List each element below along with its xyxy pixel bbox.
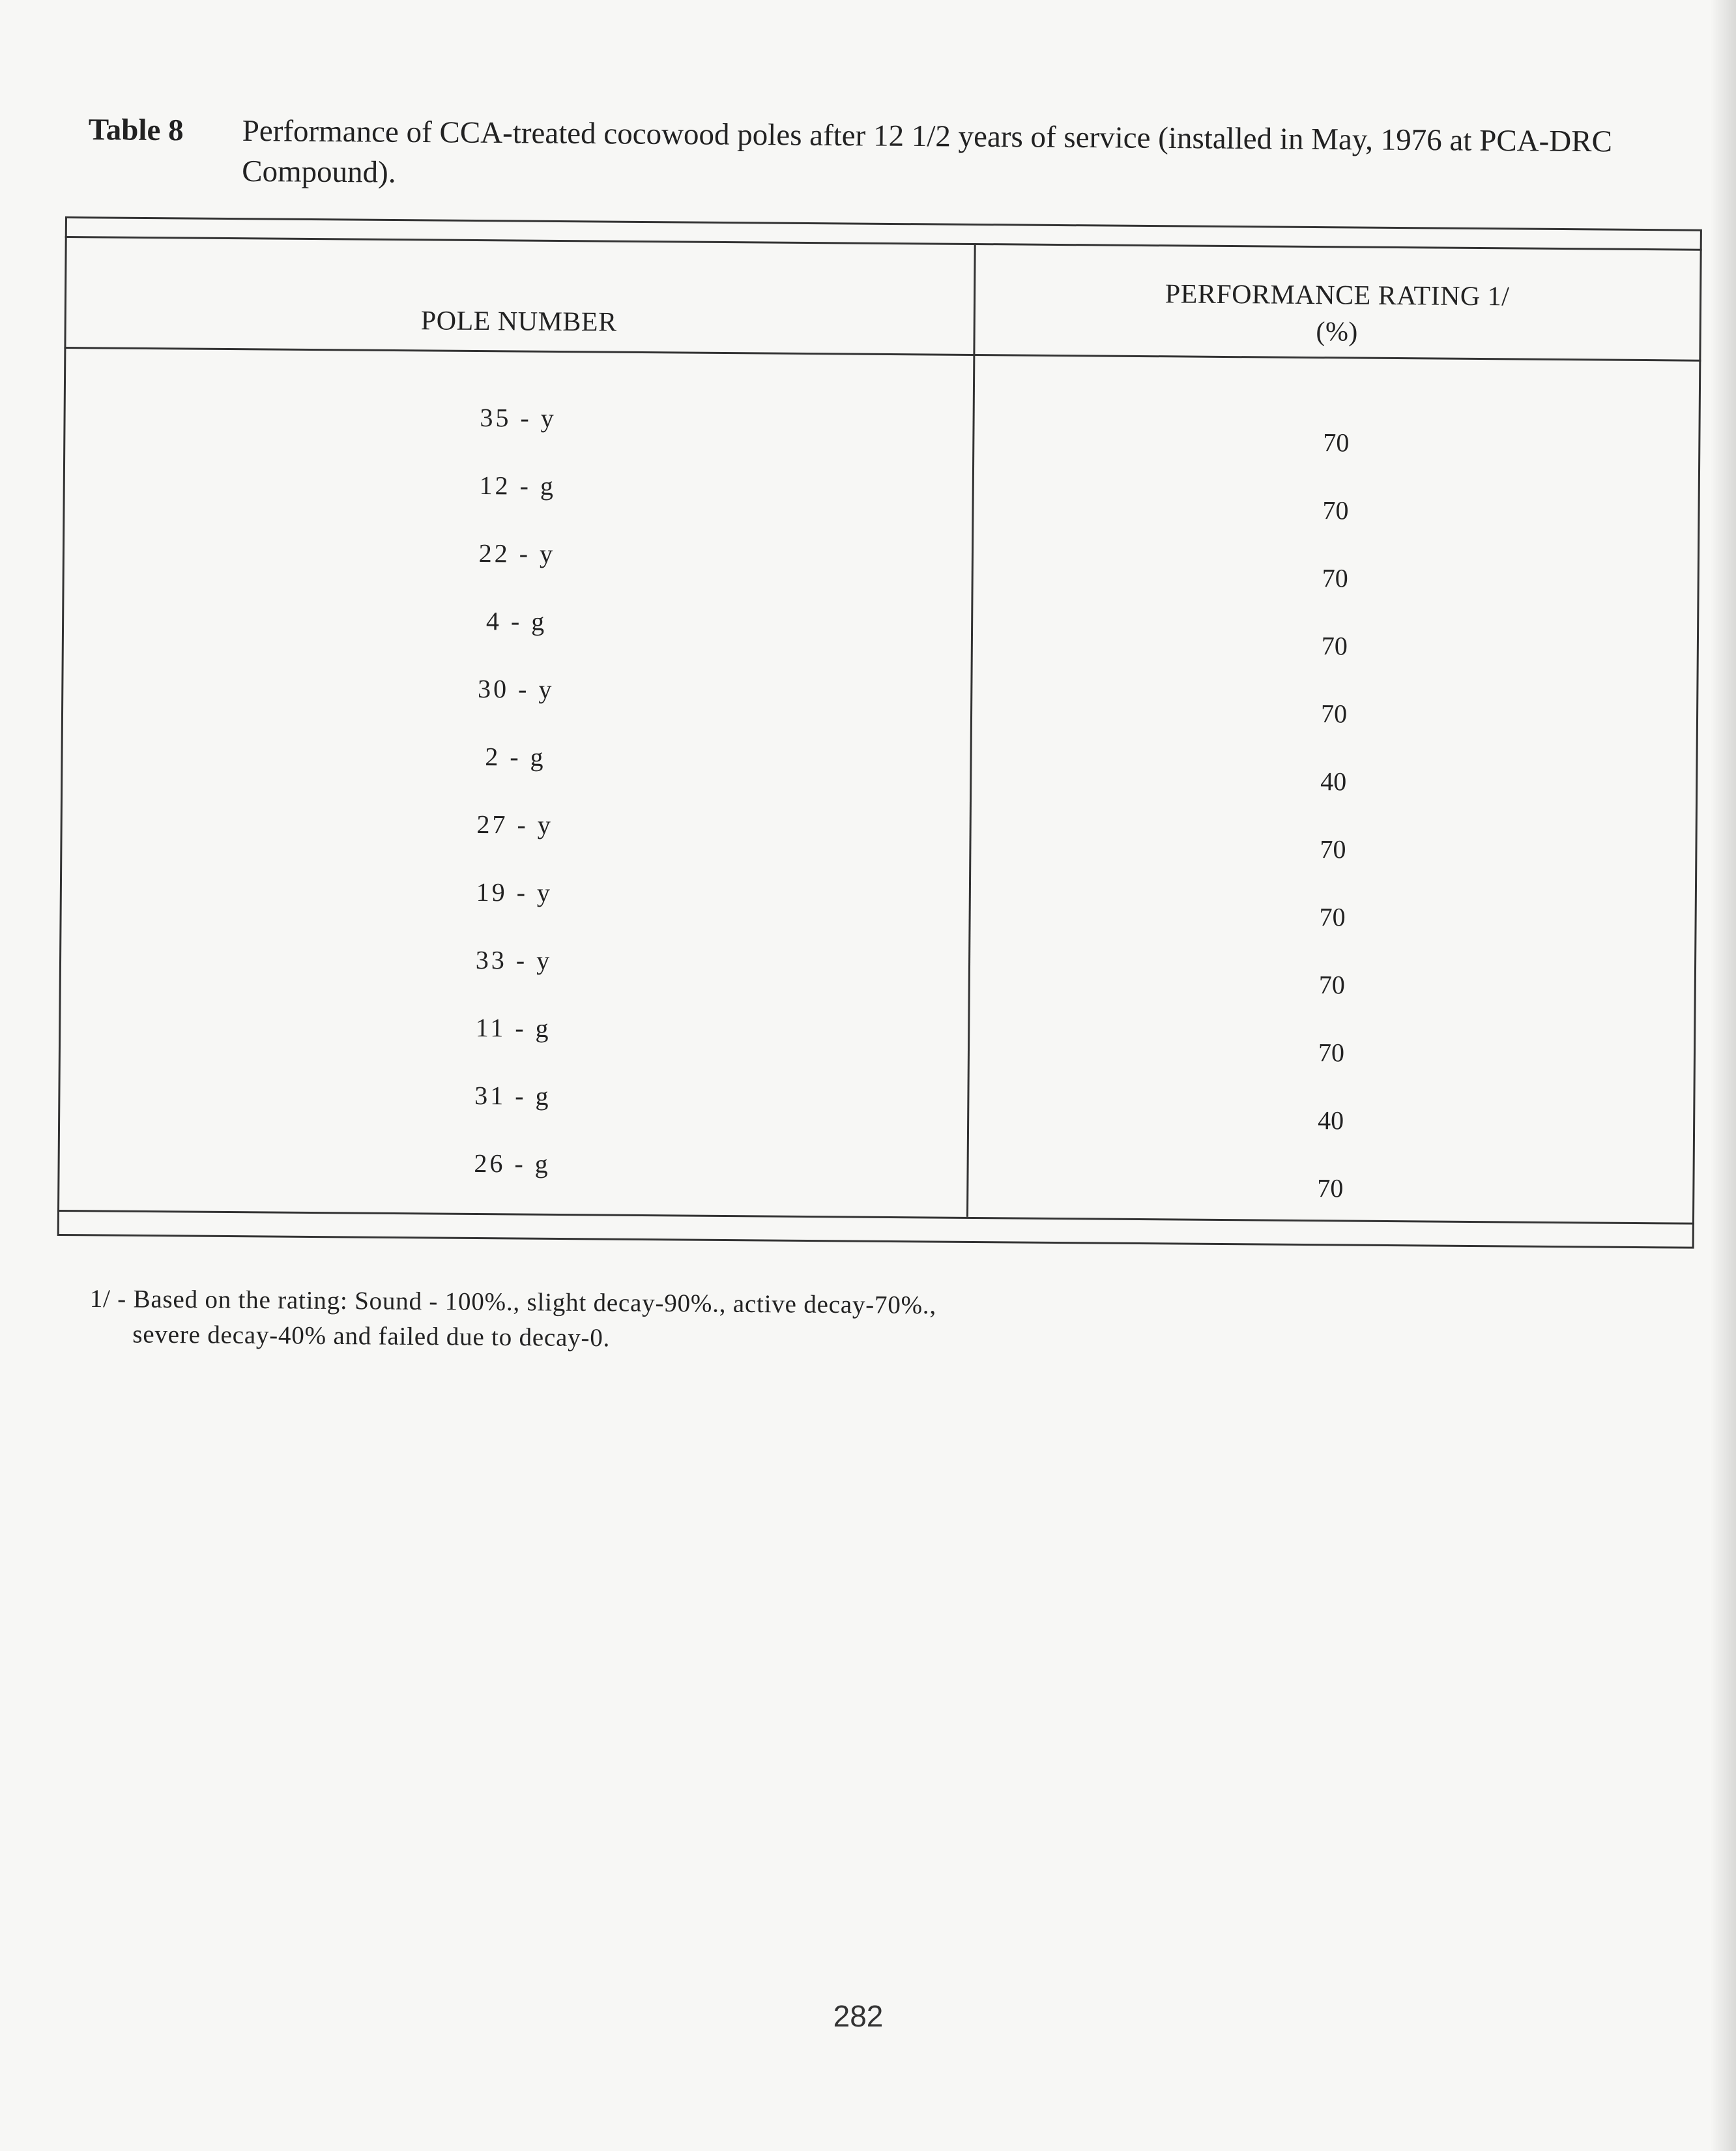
page-edge-shadow xyxy=(1710,0,1736,2151)
performance-rating-cell: 70 xyxy=(1322,495,1349,525)
pole-number-cell: 19 - y xyxy=(476,877,553,907)
footnote-line-2: severe decay-40% and failed due to decay-0. xyxy=(132,1320,611,1353)
table-caption xyxy=(88,110,1705,190)
table-row xyxy=(59,873,1694,952)
table-row xyxy=(61,738,1696,816)
header-performance-rating xyxy=(975,274,1699,353)
pole-number-cell: 11 - g xyxy=(475,1012,551,1043)
performance-rating-cell: 40 xyxy=(1317,1105,1344,1135)
performance-rating-cell: 70 xyxy=(1320,834,1346,864)
header-rating-label: PERFORMANCE RATING 1/ xyxy=(1165,279,1510,312)
performance-rating-cell: 70 xyxy=(1318,1038,1345,1068)
pole-number-cell: 4 - g xyxy=(485,606,547,636)
table-row xyxy=(59,941,1694,1019)
footnote-line-1: 1/ - Based on the rating: Sound - 100%., slight decay-90%., active decay-70%., xyxy=(89,1284,937,1320)
pole-number-cell: 27 - y xyxy=(476,809,554,840)
table-title: Performance of CCA-treated cocowood poles after 12 1/2 years of service (installed in May, 1976 at PCA-DRC Compound). xyxy=(242,113,1613,190)
table-label: Table 8 xyxy=(88,112,184,148)
table-row xyxy=(62,602,1697,680)
performance-rating-cell: 70 xyxy=(1319,902,1346,932)
pole-number-cell: 30 - y xyxy=(477,673,555,704)
pole-number-cell: 12 - g xyxy=(479,471,557,501)
table-row xyxy=(61,670,1696,748)
pole-number-cell: 31 - g xyxy=(474,1080,551,1111)
table-row xyxy=(63,399,1698,477)
table-row xyxy=(57,1145,1692,1223)
data-table xyxy=(57,216,1701,1248)
table-row xyxy=(58,1077,1693,1155)
page-number: 282 xyxy=(833,1999,884,2033)
pole-number-cell: 2 - g xyxy=(485,742,546,772)
table-row xyxy=(59,1009,1694,1087)
performance-rating-cell: 70 xyxy=(1318,970,1345,1000)
table-row xyxy=(60,806,1695,884)
performance-rating-cell: 70 xyxy=(1321,631,1348,661)
performance-rating-cell: 70 xyxy=(1320,699,1348,729)
performance-rating-cell: 70 xyxy=(1322,563,1348,593)
pole-number-cell: 22 - y xyxy=(478,538,556,568)
performance-rating-cell: 70 xyxy=(1323,428,1350,458)
table-row xyxy=(62,534,1697,613)
pole-number-cell: 26 - g xyxy=(474,1148,551,1178)
performance-rating-cell: 40 xyxy=(1320,767,1347,797)
performance-rating-cell: 70 xyxy=(1317,1173,1344,1203)
footnote xyxy=(89,1281,1263,1361)
pole-number-cell: 35 - y xyxy=(480,403,557,433)
pole-number-cell: 33 - y xyxy=(475,944,553,975)
table-row xyxy=(63,467,1698,545)
header-pole-number: POLE NUMBER xyxy=(420,306,617,338)
header-rating-unit: (%) xyxy=(1316,317,1359,347)
